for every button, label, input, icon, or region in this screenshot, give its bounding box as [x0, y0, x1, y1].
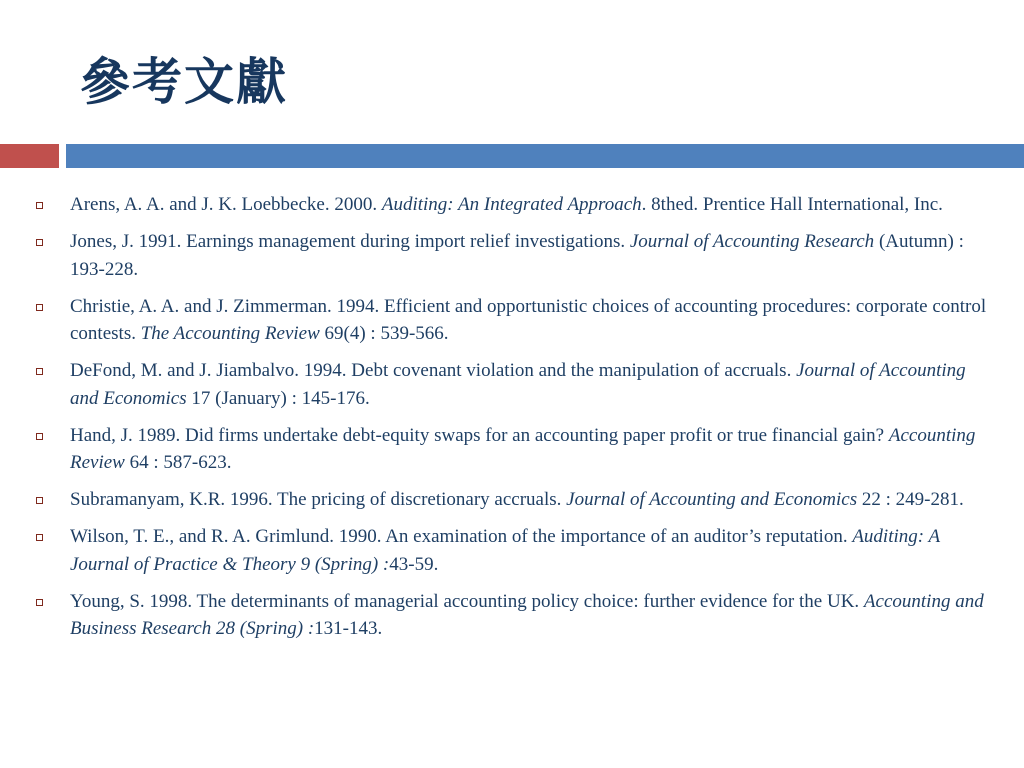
square-bullet-icon — [36, 599, 43, 606]
reference-item — [0, 228, 1024, 283]
reference-source: Journal of Accounting Research — [629, 231, 875, 252]
square-bullet-icon — [36, 534, 43, 541]
reference-source: Journal of Accounting and Economics — [70, 360, 966, 409]
reference-source: Accounting Review — [70, 424, 976, 473]
reference-text — [70, 357, 998, 412]
reference-source: The Accounting Review — [140, 323, 320, 344]
reference-authors-title: Subramanyam, K.R. 1996. The pricing of discretionary accruals. — [70, 489, 567, 510]
reference-item — [0, 523, 1024, 578]
reference-authors-title: Jones, J. 1991. Earnings management during import relief investigations. — [70, 231, 630, 252]
reference-details: (Autumn) : 193-228. — [70, 231, 964, 280]
reference-details: 22 : 249-281. — [857, 489, 964, 510]
reference-details: 64 : 587-623. — [124, 452, 232, 473]
reference-details: 43-59. — [389, 553, 439, 575]
square-bullet-icon — [36, 239, 43, 246]
square-bullet-icon — [36, 368, 43, 375]
reference-details: . 8thed. Prentice Hall International, Inc. — [641, 194, 943, 215]
square-bullet-icon — [36, 497, 43, 504]
reference-list — [0, 191, 1024, 652]
square-bullet-icon — [36, 433, 43, 440]
reference-item — [0, 357, 1024, 412]
reference-source: Accounting and Business Research 28 (Spring) : — [70, 590, 984, 639]
accent-bar-blue — [66, 144, 1024, 168]
reference-source: Auditing: A Journal of Practice & Theory 9 (Spring) : — [70, 526, 940, 575]
page-title: 參考文獻 — [80, 53, 288, 111]
reference-text — [70, 588, 998, 643]
reference-authors-title: Young, S. 1998. The determinants of managerial accounting policy choice: further evidence for the UK. — [70, 590, 864, 612]
accent-bar-red — [0, 144, 59, 168]
reference-authors-title: Hand, J. 1989. Did firms undertake debt-equity swaps for an accounting paper profit or true financial gain? — [70, 424, 889, 446]
reference-text — [70, 422, 998, 477]
square-bullet-icon — [36, 304, 43, 311]
reference-authors-title: Arens, A. A. and J. K. Loebbecke. 2000. — [70, 194, 382, 215]
reference-details: 17 (January) : 145-176. — [186, 387, 370, 409]
reference-source: Auditing: An Integrated Approach — [381, 194, 642, 215]
reference-details: 69(4) : 539-566. — [319, 323, 449, 344]
reference-item — [0, 422, 1024, 477]
square-bullet-icon — [36, 202, 43, 209]
reference-text — [70, 523, 998, 578]
reference-text — [70, 486, 998, 514]
reference-item — [0, 486, 1024, 514]
reference-item — [0, 293, 1024, 348]
reference-text — [70, 191, 998, 219]
reference-item — [0, 588, 1024, 643]
reference-authors-title: DeFond, M. and J. Jiambalvo. 1994. Debt covenant violation and the manipulation of accruals. — [70, 360, 797, 381]
reference-text — [70, 293, 998, 348]
reference-authors-title: Wilson, T. E., and R. A. Grimlund. 1990. An examination of the importance of an auditor’s reputation. — [70, 526, 853, 547]
reference-authors-title: Christie, A. A. and J. Zimmerman. 1994. Efficient and opportunistic choices of accounting procedures: corporate control contests. — [70, 295, 987, 344]
reference-details: 131-143. — [314, 618, 383, 639]
reference-text — [70, 228, 998, 283]
reference-item — [0, 191, 1024, 219]
reference-source: Journal of Accounting and Economics — [566, 489, 858, 510]
